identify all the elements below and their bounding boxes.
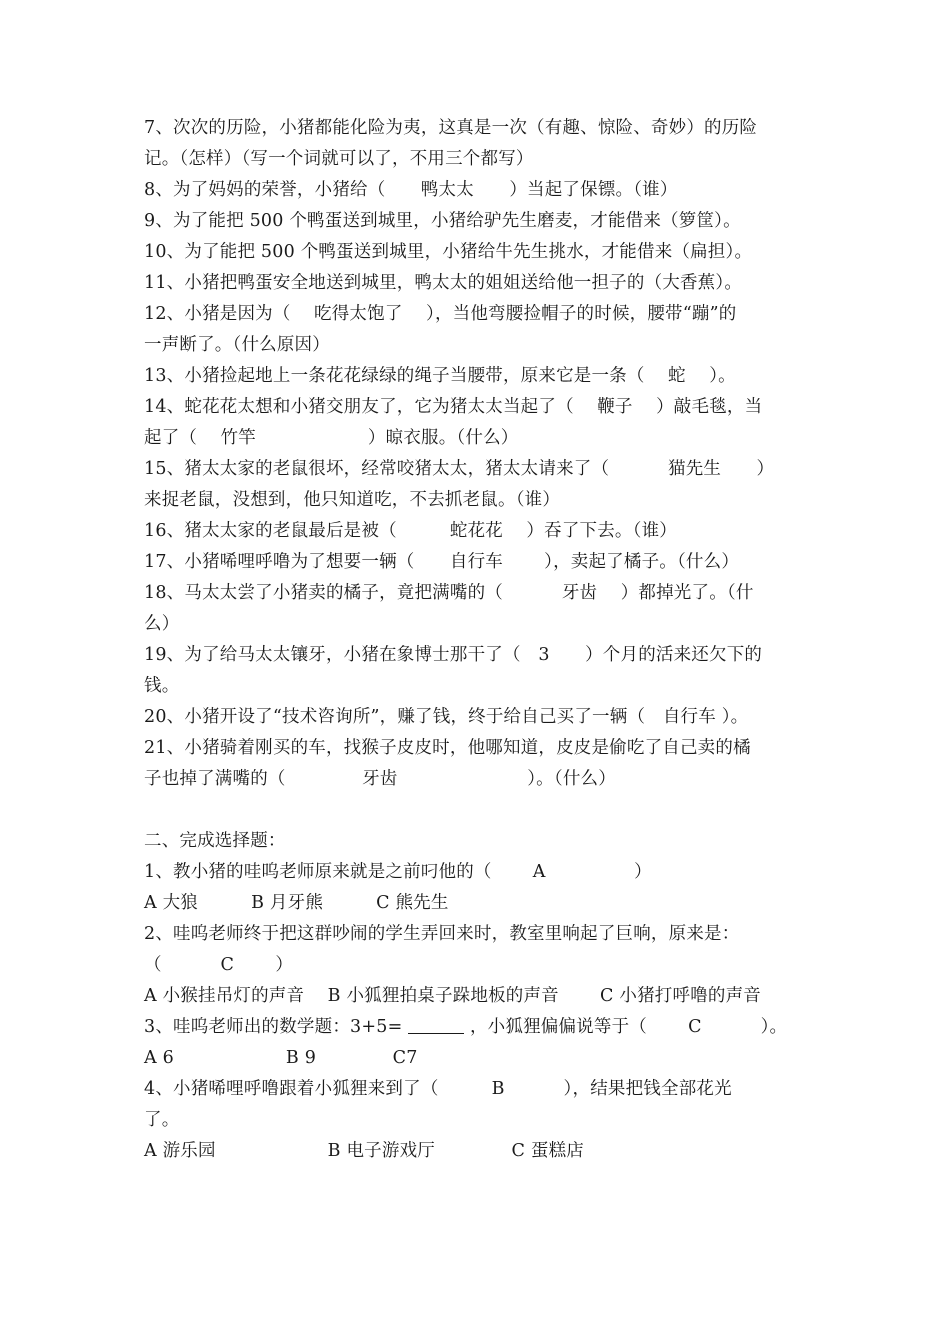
question-13: 13、小猪捡起地上一条花花绿绿的绳子当腰带，原来它是一条（ 蛇 ）。 <box>144 366 736 386</box>
choice-question-2-answer: （ C ） <box>144 955 294 975</box>
question-12-line-2: 一声断了。（什么原因） <box>144 335 330 355</box>
section-2-heading: 二、完成选择题： <box>144 831 286 851</box>
question-21-line-2: 子也掉了满嘴的（ 牙齿 ）。（什么） <box>144 769 616 789</box>
question-15-line-1: 15、猪太太家的老鼠很坏，经常咬猪太太，猪太太请来了（ 猫先生 ） <box>144 459 775 479</box>
choice-question-1: 1、教小猪的哇呜老师原来就是之前叼他的（ A ） <box>144 862 652 882</box>
choice-question-3 <box>144 1012 824 1043</box>
choice-question-1-options: A 大狼 B 月牙熊 C 熊先生 <box>144 893 449 913</box>
choice-question-3-suffix: ，小狐狸偏偏说等于（ C ）。 <box>464 1017 788 1037</box>
section-spacer <box>144 795 824 826</box>
worksheet-content <box>144 113 824 1167</box>
question-17: 17、小猪唏哩呼噜为了想要一辆（ 自行车 ），卖起了橘子。（什么） <box>144 552 740 572</box>
choice-question-4-line-1: 4、小猪唏哩呼噜跟着小狐狸来到了（ B ），结果把钱全部花光 <box>144 1079 732 1099</box>
question-16: 16、猪太太家的老鼠最后是被（ 蛇花花 ）吞了下去。（谁） <box>144 521 677 541</box>
choice-question-3-options: A 6 B 9 C7 <box>144 1048 418 1068</box>
question-14-line-2: 起了（ 竹竿 ）晾衣服。（什么） <box>144 428 519 448</box>
question-12-line-1: 12、小猪是因为（ 吃得太饱了 ），当他弯腰捡帽子的时候，腰带“蹦”的 <box>144 304 737 324</box>
question-7-line-2: 记。（怎样）（写一个词就可以了，不用三个都写） <box>144 149 534 169</box>
choice-question-4-line-2: 了。 <box>144 1110 180 1130</box>
question-14-line-1: 14、蛇花花太想和小猪交朋友了，它为猪太太当起了（ 鞭子 ）敲毛毯，当 <box>144 397 763 417</box>
question-18-line-1: 18、马太太尝了小猪卖的橘子，竟把满嘴的（ 牙齿 ）都掉光了。（什 <box>144 583 754 603</box>
choice-question-2-options: A 小猴挂吊灯的声音 B 小狐狸拍桌子跺地板的声音 C 小猪打呼噜的声音 <box>144 986 761 1006</box>
question-11: 11、小猪把鸭蛋安全地送到城里，鸭太太的姐姐送给他一担子的（大香蕉）。 <box>144 273 743 293</box>
question-15-line-2: 来捉老鼠，没想到，他只知道吃，不去抓老鼠。（谁） <box>144 490 561 510</box>
question-9: 9、为了能把 500 个鸭蛋送到城里，小猪给驴先生磨麦，才能借来（箩筐）。 <box>144 211 741 231</box>
question-21-line-1: 21、小猪骑着刚买的车，找猴子皮皮时，他哪知道，皮皮是偷吃了自己卖的橘 <box>144 738 751 758</box>
question-19-line-1: 19、为了给马太太镶牙，小猪在象博士那干了（ 3 ）个月的活来还欠下的 <box>144 645 763 665</box>
question-19-line-2: 钱。 <box>144 676 180 696</box>
question-10: 10、为了能把 500 个鸭蛋送到城里，小猪给牛先生挑水，才能借来（扁担）。 <box>144 242 753 262</box>
question-18-line-2: 么） <box>144 614 180 634</box>
question-8: 8、为了妈妈的荣誉，小猪给（ 鸭太太 ）当起了保镖。（谁） <box>144 180 678 200</box>
answer-blank <box>408 1015 464 1034</box>
question-20: 20、小猪开设了“技术咨询所”，赚了钱，终于给自己买了一辆（ 自行车 ）。 <box>144 707 749 727</box>
choice-question-2: 2、哇呜老师终于把这群吵闹的学生弄回来时，教室里响起了巨响，原来是： <box>144 924 740 944</box>
choice-question-4-options: A 游乐园 B 电子游戏厅 C 蛋糕店 <box>144 1141 584 1161</box>
question-7-line-1: 7、次次的历险，小猪都能化险为夷，这真是一次（有趣、惊险、奇妙）的历险 <box>144 118 758 138</box>
choice-question-3-prefix: 3、哇呜老师出的数学题：3+5= <box>144 1017 409 1037</box>
